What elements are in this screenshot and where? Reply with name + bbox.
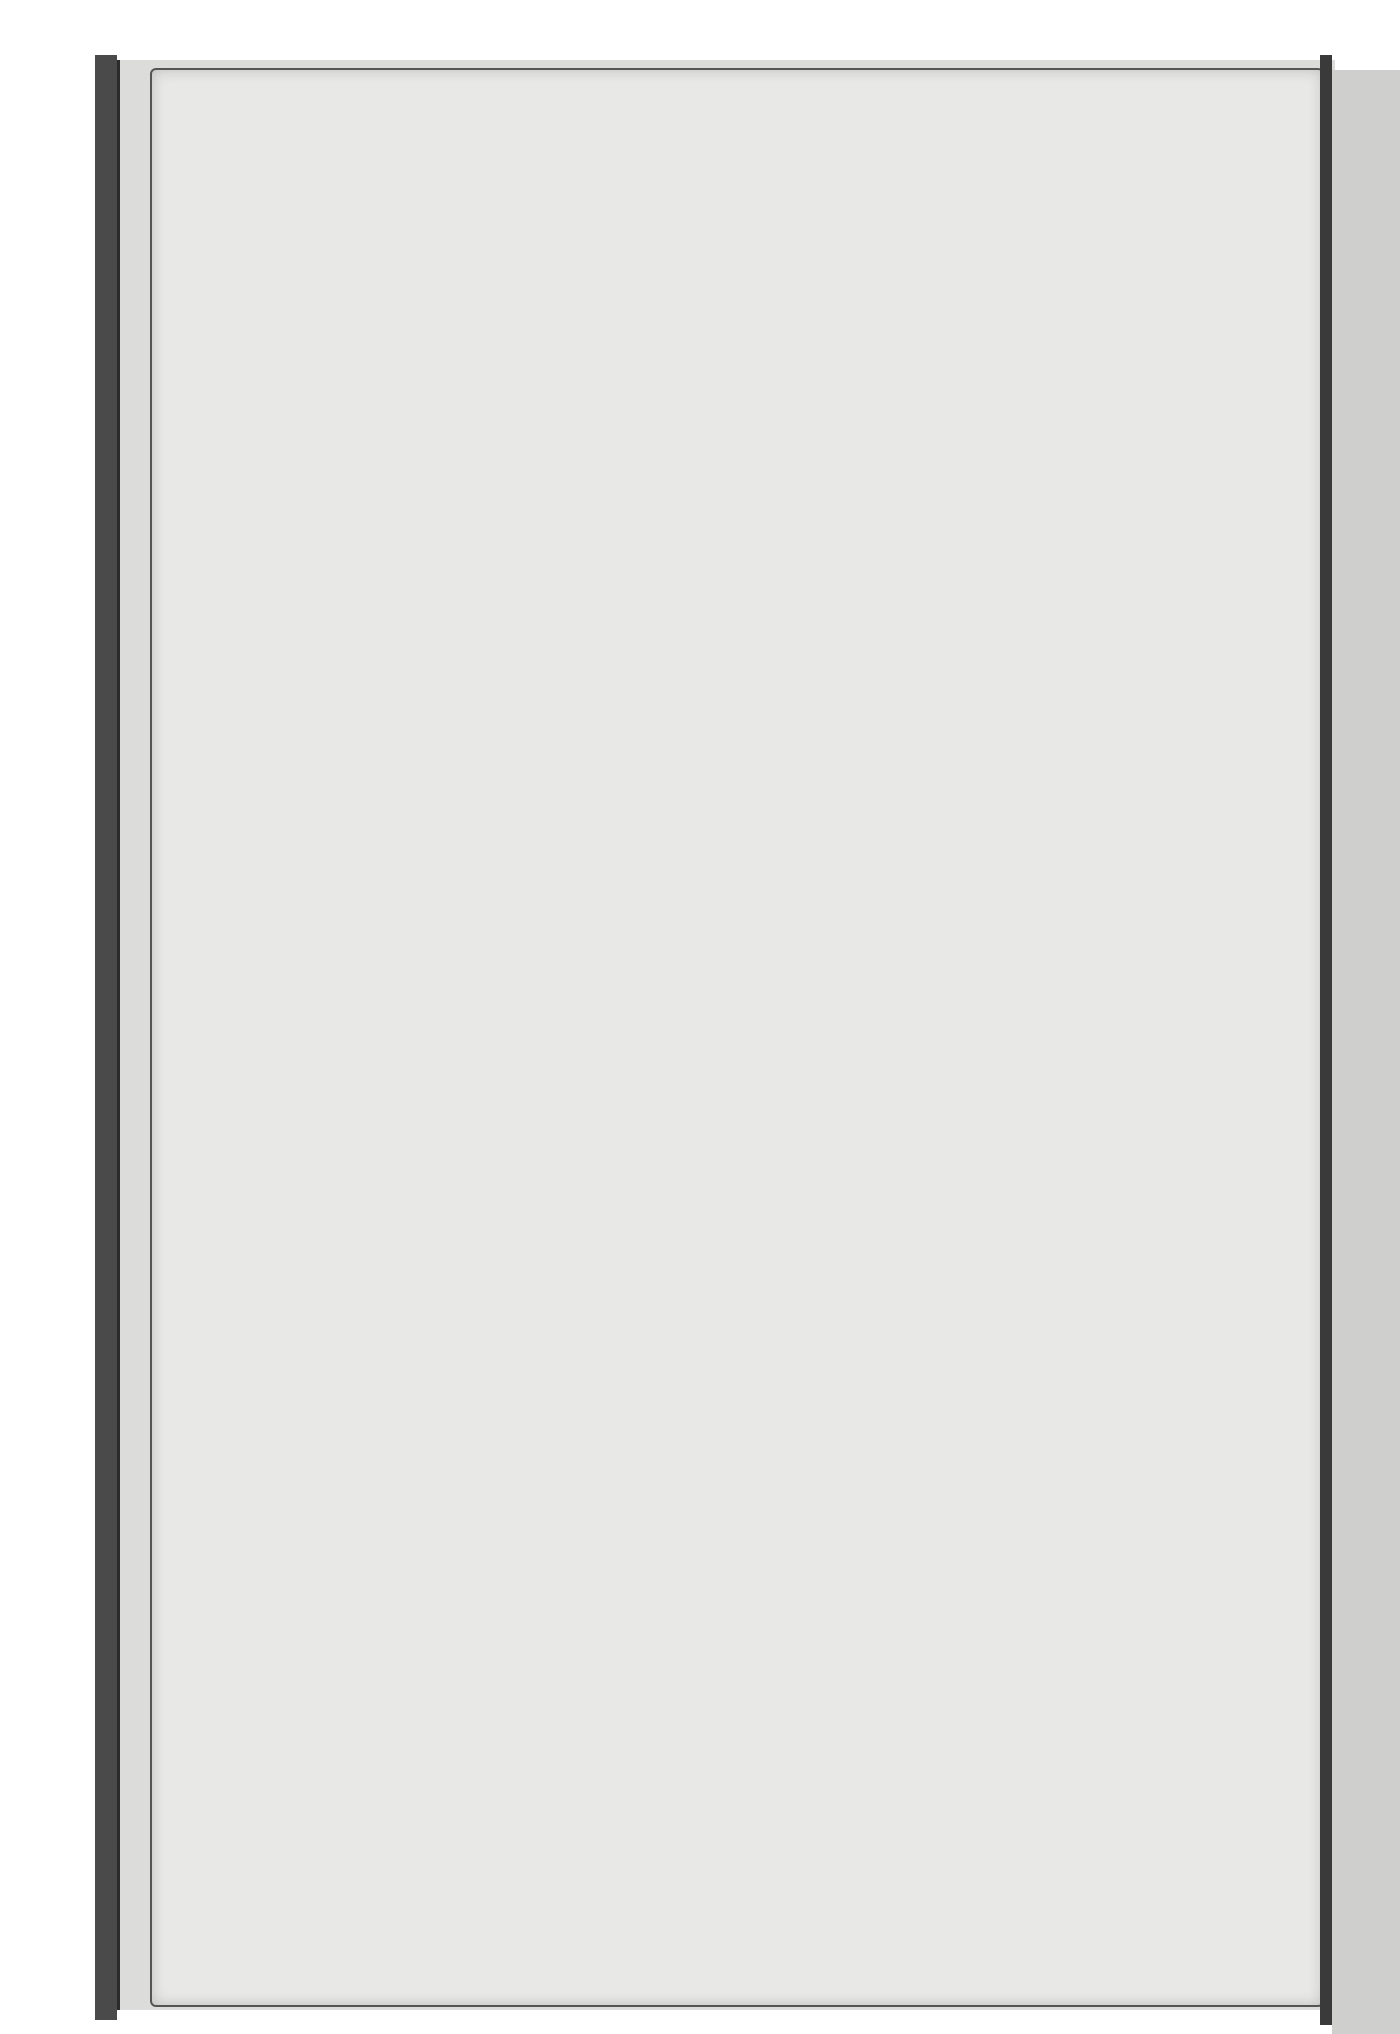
scan-background-top xyxy=(0,0,1400,55)
page-gutter xyxy=(1320,55,1332,2025)
newspaper-page xyxy=(150,68,1324,2007)
next-page-strip xyxy=(1332,70,1400,2034)
scan-binding-edge xyxy=(95,55,117,2020)
